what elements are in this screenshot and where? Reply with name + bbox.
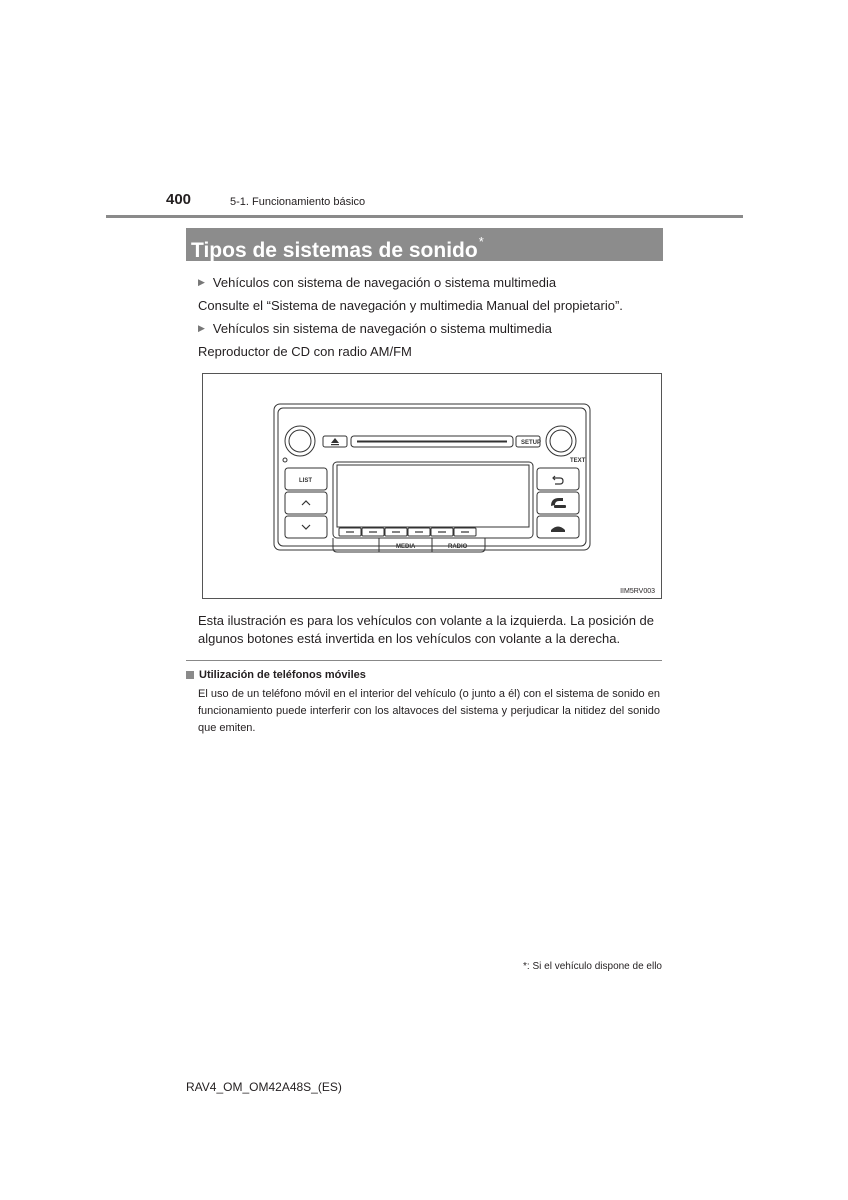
down-button (285, 516, 327, 538)
triangle-bullet-icon: ▶ (198, 277, 205, 287)
display-screen (337, 465, 529, 527)
section-label: 5-1. Funcionamiento básico (230, 196, 366, 208)
cd-player-text: Reproductor de CD con radio AM/FM (198, 344, 412, 359)
page-number: 400 (166, 191, 192, 208)
bullet-text: Vehículos con sistema de navegación o sistema multimedia (212, 275, 557, 290)
bullet-text: Vehículos sin sistema de navegación o sistema multimedia (212, 321, 552, 336)
phone-pickup-icon (551, 498, 563, 506)
up-button (285, 492, 327, 514)
setup-label: SETUP (521, 440, 542, 446)
title-marker: * (478, 234, 484, 249)
phone-answer-button (537, 492, 579, 514)
eject-icon (331, 438, 339, 445)
bullet-navigation (198, 275, 556, 290)
document-code: RAV4_OM_OM42A48S_(ES) (186, 1080, 342, 1094)
note-heading (186, 669, 366, 681)
audio-unit-illustration (203, 374, 661, 598)
square-bullet-icon (186, 671, 194, 679)
radio-label: RADIO (448, 544, 468, 550)
inner-bezel (278, 408, 586, 546)
triangle-bullet-icon: ▶ (198, 323, 205, 333)
note-body: El uso de un teléfono móvil en el interior del vehículo (o junto a él) con el sistema de sonido en funcionamiento puede interferir con los altavoces del sistema y perjudicar la nitidez del sonido que emiten. (198, 688, 660, 734)
chevron-down-icon (302, 525, 310, 529)
text-label: TEXT (570, 458, 586, 464)
footnote-text: : Si el vehículo dispone de ello (526, 961, 662, 972)
list-label: LIST (299, 478, 312, 484)
tune-knob-inner (550, 430, 572, 452)
navigation-reference-text: Consulte el “Sistema de navegación y multimedia Manual del propietario”. (198, 298, 623, 313)
audio-unit-figure (202, 373, 662, 599)
phone-hangup-icon (551, 527, 565, 533)
chevron-up-icon (302, 501, 310, 505)
footnote-marker: * (523, 961, 527, 972)
power-icon (283, 458, 287, 462)
note-heading-text: Utilización de teléfonos móviles (199, 669, 366, 681)
title-text: Tipos de sistemas de sonido (191, 239, 478, 262)
back-button (537, 468, 579, 490)
header-rule (106, 215, 743, 218)
note-rule (186, 660, 662, 661)
media-label: MEDIA (396, 544, 416, 550)
section-title (186, 228, 663, 261)
volume-knob-inner (289, 430, 311, 452)
figure-caption: Esta ilustración es para los vehículos con volante a la izquierda. La posición de algunos botones está invertida en los vehículos con volante a la derecha. (198, 613, 654, 646)
footnote (523, 961, 662, 972)
bullet-no-navigation (198, 321, 552, 336)
figure-code: IIM5RV003 (620, 588, 655, 595)
